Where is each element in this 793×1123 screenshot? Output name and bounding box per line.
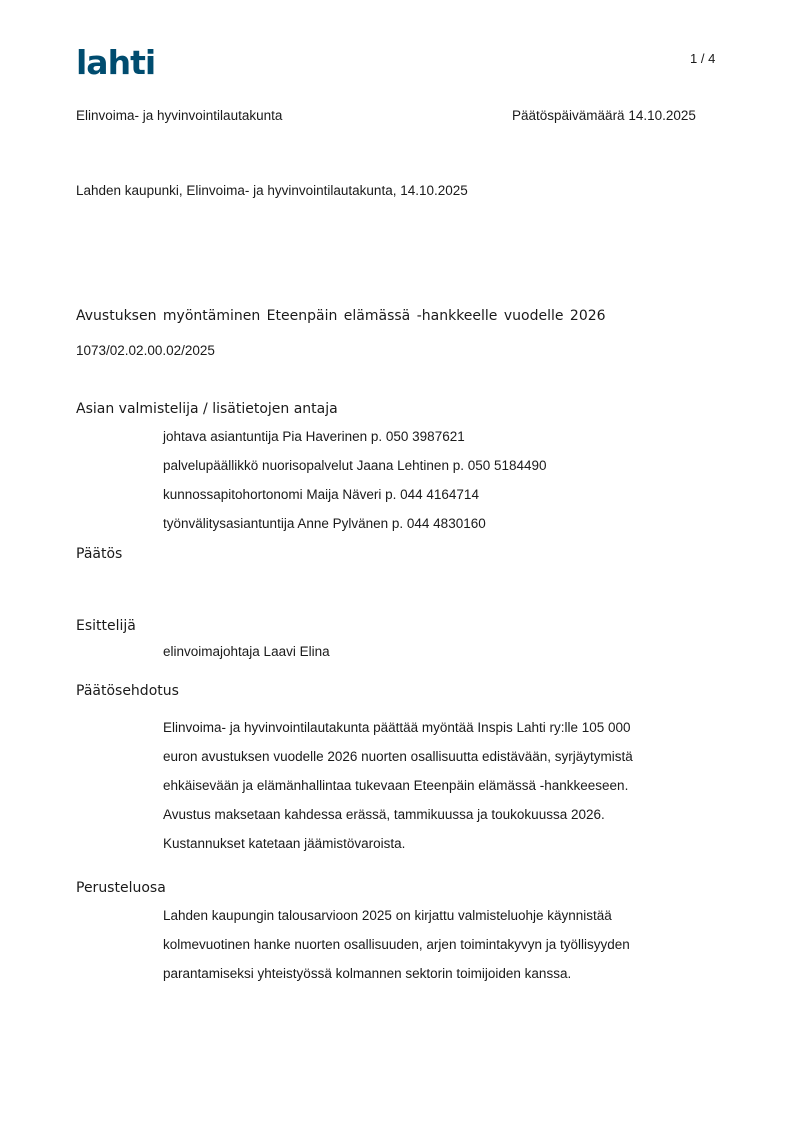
- proposal-line: ehkäisevään ja elämänhallintaa tukevaan Eteenpäin elämässä -hankkeeseen.: [163, 778, 629, 793]
- preparer-line: palvelupäällikkö nuorisopalvelut Jaana Lehtinen p. 050 5184490: [163, 458, 547, 473]
- proposal-heading: Päätösehdotus: [76, 683, 179, 699]
- presenter-heading: Esittelijä: [76, 618, 136, 634]
- rationale-heading: Perusteluosa: [76, 880, 166, 896]
- rationale-line: kolmevuotinen hanke nuorten osallisuuden, arjen toimintakyvyn ja työllisyyden: [163, 937, 630, 952]
- document-number: 1073/02.02.00.02/2025: [76, 343, 215, 358]
- preparer-line: kunnossapitohortonomi Maija Näveri p. 044 4164714: [163, 487, 479, 502]
- page-number: 1 / 4: [690, 51, 716, 66]
- meta-line: Lahden kaupunki, Elinvoima- ja hyvinvointilautakunta, 14.10.2025: [76, 183, 468, 198]
- rationale-line: Lahden kaupungin talousarvioon 2025 on kirjattu valmisteluohje käynnistää: [163, 908, 612, 923]
- document-title: Avustuksen myöntäminen Eteenpäin elämässä -hankkeelle vuodelle 2026: [76, 308, 606, 324]
- presenter-name: elinvoimajohtaja Laavi Elina: [163, 644, 330, 659]
- proposal-line: euron avustuksen vuodelle 2026 nuorten osallisuutta edistävään, syrjäytymistä: [163, 749, 633, 764]
- rationale-line: parantamiseksi yhteistyössä kolmannen sektorin toimijoiden kanssa.: [163, 966, 572, 981]
- lahti-logo-text: lahti: [76, 43, 156, 82]
- header-decision-date: Päätöspäivämäärä 14.10.2025: [512, 108, 696, 123]
- proposal-line: Avustus maksetaan kahdessa erässä, tammikuussa ja toukokuussa 2026.: [163, 807, 605, 822]
- preparer-line: työnvälitysasiantuntija Anne Pylvänen p. 044 4830160: [163, 516, 486, 531]
- preparers-heading: Asian valmistelija / lisätietojen antaja: [76, 401, 338, 417]
- header-committee: Elinvoima- ja hyvinvointilautakunta: [76, 108, 283, 123]
- decision-heading: Päätös: [76, 546, 123, 562]
- preparer-line: johtava asiantuntija Pia Haverinen p. 050 3987621: [163, 429, 465, 444]
- proposal-line: Elinvoima- ja hyvinvointilautakunta päättää myöntää Inspis Lahti ry:lle 105 000: [163, 720, 631, 735]
- lahti-logo: [76, 43, 156, 82]
- proposal-line: Kustannukset katetaan jäämistövaroista.: [163, 836, 406, 851]
